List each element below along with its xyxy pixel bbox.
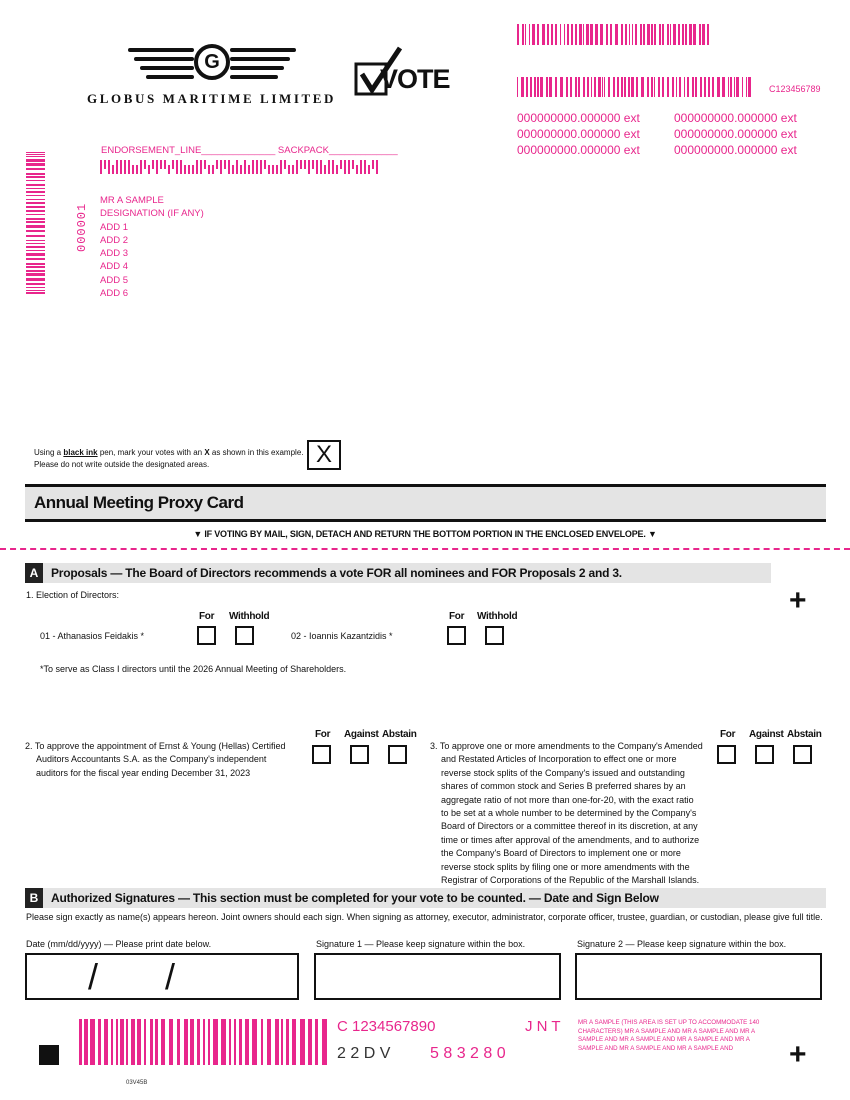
address-line: ADD 5 (100, 274, 128, 286)
control-code: C123456789 (769, 84, 821, 94)
nominee-name: 02 - Ioannis Kazantzidis * (291, 631, 393, 641)
logo-wing-stripe (230, 48, 296, 52)
detach-line (0, 548, 850, 550)
section-b-letter: B (25, 888, 43, 908)
for-header: For (449, 611, 465, 622)
side-sequence-number: 000001 (75, 202, 89, 252)
signature-instructions: Please sign exactly as name(s) appears hereon. Joint owners should each sign. When signing as attorney, executor, administrator, corporate officer, trustee, guardian, or custodian, please give full title. (26, 912, 823, 922)
logo-wing-stripe (230, 66, 284, 70)
proposal-2-abstain-checkbox[interactable] (388, 745, 407, 764)
address-block (100, 194, 204, 300)
signature-2-field[interactable] (575, 953, 822, 1000)
date-slash: / (88, 956, 99, 997)
ext-line: 000000000.000000 ext (674, 143, 797, 157)
vote-text: VOTE (380, 64, 450, 94)
side-barcode (26, 152, 45, 296)
section-a-letter: A (25, 563, 43, 583)
footer-code: 2 2 D V (337, 1045, 391, 1062)
barcode-top-control (517, 77, 751, 97)
barcode-top (517, 24, 709, 45)
footer-number: 5 8 3 2 8 0 (430, 1045, 506, 1062)
endorsement-line: ENDORSEMENT_LINE______________ SACKPACK_____________ (101, 145, 398, 156)
logo-wing-stripe (146, 75, 194, 79)
section-b-header (25, 888, 826, 908)
postal-barcode (100, 160, 378, 174)
against-header: Against (344, 729, 379, 740)
ext-line: 000000000.000000 ext (674, 111, 797, 125)
date-label: Date (mm/dd/yyyy) — Please print date below. (26, 939, 212, 949)
example-x-box: X (307, 440, 341, 470)
nominee-01-for-checkbox[interactable] (197, 626, 216, 645)
footer-jnt: J N T (525, 1018, 561, 1035)
ext-column-left (517, 110, 640, 158)
ext-line: 000000000.000000 ext (517, 111, 640, 125)
proposal-3-for-checkbox[interactable] (717, 745, 736, 764)
logo-wing-stripe (230, 75, 278, 79)
abstain-header: Abstain (382, 729, 417, 740)
proposal-3-against-checkbox[interactable] (755, 745, 774, 764)
address-line: ADD 1 (100, 221, 128, 233)
logo-wing-stripe (140, 66, 194, 70)
proposal-2-for-checkbox[interactable] (312, 745, 331, 764)
date-slash: / (165, 956, 176, 997)
signature-1-label: Signature 1 — Please keep signature within the box. (316, 939, 526, 949)
section-a-title: Proposals — The Board of Directors recommends a vote FOR all nominees and FOR Proposals 2 and 3. (51, 566, 622, 580)
detach-notice: ▼ IF VOTING BY MAIL, SIGN, DETACH AND RETURN THE BOTTOM PORTION IN THE ENCLOSED ENVELOPE. ▼ (193, 529, 657, 539)
withhold-header: Withhold (229, 611, 270, 622)
withhold-header: Withhold (477, 611, 518, 622)
company-name: GLOBUS MARITIME LIMITED (87, 91, 337, 106)
logo-wing-stripe (134, 57, 194, 61)
logo-wing-stripe (128, 48, 194, 52)
nominee-footnote: *To serve as Class I directors until the 2026 Annual Meeting of Shareholders. (40, 664, 347, 674)
signature-1-field[interactable] (314, 953, 561, 1000)
date-field[interactable] (25, 953, 299, 1000)
card-title: Annual Meeting Proxy Card (34, 493, 244, 512)
section-a-header (25, 563, 771, 583)
footer-control: C 1234567890 (337, 1018, 436, 1035)
registration-plus-icon: + (789, 584, 807, 617)
proposal-3-text: 3. To approve one or more amendments to the Company's Amended and Restated Articles of Incorporation to effect one or more reverse stock splits of the Company's issued and outstanding shares of common stock and Series B preferred shares by an aggregate ratio of not more than one-for-20, with the exact ratio to be set at a whole number to be determined by the Company's Board of Directors or a committee thereof in its discretion, at any time or times after approval of the amendments, and to authorize the Company's Board of Directors to implement one or more reverse stock splits by filing one or more amendments with the Registrar of Corporations of the Republic of the Marshall Islands. (430, 741, 703, 886)
section-b-title: Authorized Signatures — This section must be completed for your vote to be counted. — Date and Sign Below (51, 891, 659, 905)
registration-plus-icon: + (789, 1038, 807, 1071)
proposal-2-against-checkbox[interactable] (350, 745, 369, 764)
abstain-header: Abstain (787, 729, 822, 740)
address-line: ADD 2 (100, 234, 128, 246)
logo-wing-stripe (230, 57, 290, 61)
for-header: For (199, 611, 215, 622)
barcode-bottom (79, 1019, 329, 1065)
for-header: For (720, 729, 736, 740)
card-title-bar (25, 484, 826, 522)
ext-line: 000000000.000000 ext (517, 143, 640, 157)
nominee-02-for-checkbox[interactable] (447, 626, 466, 645)
address-line: MR A SAMPLE (100, 195, 164, 206)
black-ink-emphasis: black ink (63, 448, 98, 457)
sample-name-block: MR A SAMPLE (THIS AREA IS SET UP TO ACCOMMODATE 140 CHARACTERS) MR A SAMPLE AND MR A SAMPLE AND MR A SAMPLE AND MR A SAMPLE AND MR A SAMPLE AND MR A SAMPLE AND MR A SAMPLE AND MR A SAMPLE AND (578, 1019, 760, 1052)
form-code: 03V45B (126, 1080, 148, 1086)
ext-line: 000000000.000000 ext (517, 127, 640, 141)
election-label: 1. Election of Directors: (26, 590, 120, 600)
ext-line: 000000000.000000 ext (674, 127, 797, 141)
address-line: ADD 4 (100, 261, 128, 273)
nominee-02-withhold-checkbox[interactable] (485, 626, 504, 645)
marking-instructions: Using a black ink pen, mark your votes with an X as shown in this example. Please do not write outside the designated areas. (34, 448, 304, 469)
proposal-2-text: 2. To approve the appointment of Ernst & Young (Hellas) Certified Auditors Accountants S.A. as the Company's independent auditors for the fiscal year ending December 31, 2023 (25, 741, 286, 778)
for-header: For (315, 729, 331, 740)
proposal-3-abstain-checkbox[interactable] (793, 745, 812, 764)
ext-column-right (674, 110, 797, 158)
address-line: DESIGNATION (IF ANY) (100, 208, 204, 220)
nominee-name: 01 - Athanasios Feidakis * (40, 631, 145, 641)
address-line: ADD 3 (100, 248, 128, 260)
logo-emblem: G (194, 44, 230, 80)
against-header: Against (749, 729, 784, 740)
nominee-01-withhold-checkbox[interactable] (235, 626, 254, 645)
address-line: ADD 6 (100, 288, 128, 300)
signature-2-label: Signature 2 — Please keep signature within the box. (577, 939, 787, 949)
registration-square (39, 1045, 59, 1065)
